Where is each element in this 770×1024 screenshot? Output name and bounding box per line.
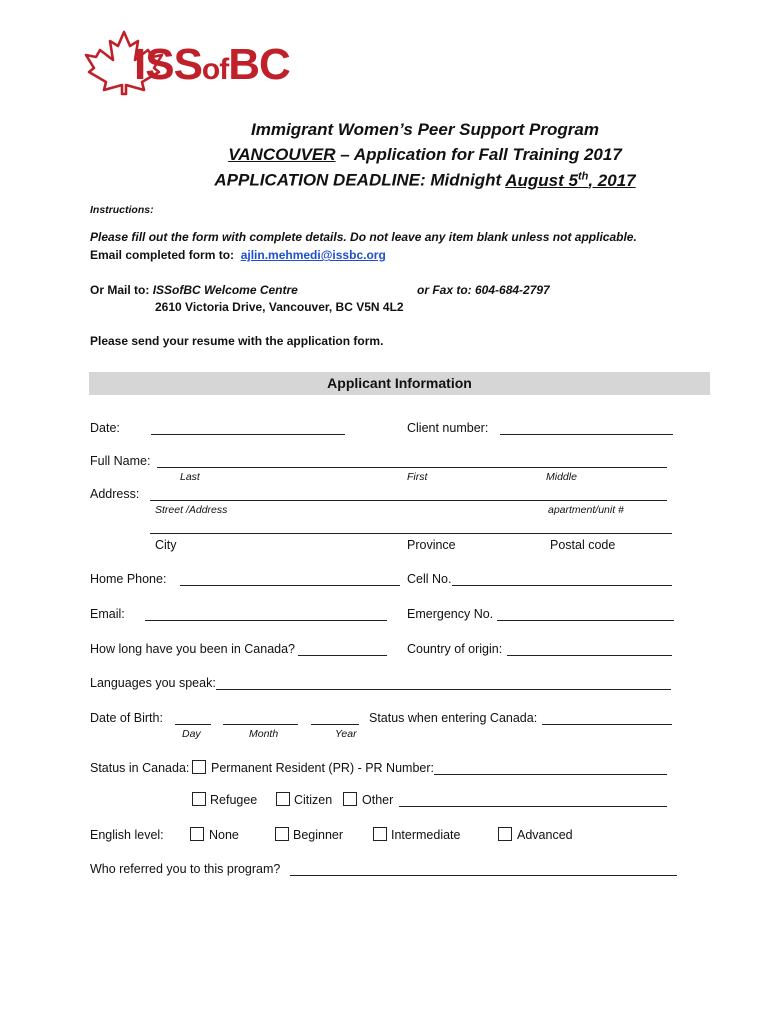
resume-instruction: Please send your resume with the application form. (90, 334, 384, 348)
how-long-field[interactable] (298, 655, 387, 656)
pr-label: Permanent Resident (PR) - PR Number: (211, 761, 434, 775)
english-intermediate-label: Intermediate (391, 828, 461, 842)
english-level-label: English level: (90, 828, 164, 842)
title-line-2 (0, 145, 770, 165)
instructions-label: Instructions: (90, 204, 154, 216)
title-line-2-rest: – Application for Fall Training 2017 (335, 145, 622, 164)
english-beginner-checkbox[interactable] (275, 827, 289, 841)
full-name-field[interactable] (157, 467, 667, 468)
middle-name-caption: Middle (546, 471, 577, 483)
status-entering-label: Status when entering Canada: (369, 711, 538, 725)
city-province-field[interactable] (150, 533, 672, 534)
deadline-prefix: APPLICATION DEADLINE: Midnight (214, 170, 506, 190)
section-header: Applicant Information (89, 372, 710, 395)
citizen-checkbox[interactable] (276, 792, 290, 806)
english-none-label: None (209, 828, 239, 842)
date-field[interactable] (151, 434, 345, 435)
english-intermediate-checkbox[interactable] (373, 827, 387, 841)
languages-label: Languages you speak: (90, 676, 216, 690)
refugee-checkbox[interactable] (192, 792, 206, 806)
full-name-label: Full Name: (90, 454, 151, 468)
english-beginner-label: Beginner (293, 828, 344, 842)
refugee-label: Refugee (210, 793, 258, 807)
date-label: Date: (90, 421, 120, 435)
client-number-label: Client number: (407, 421, 489, 435)
province-caption: Province (407, 538, 456, 552)
other-label: Other (362, 793, 394, 807)
emergency-field[interactable] (497, 620, 674, 621)
country-field[interactable] (507, 655, 672, 656)
home-phone-label: Home Phone: (90, 572, 167, 586)
mail-instruction: Or Mail to: ISSofBC Welcome Centre (90, 283, 298, 297)
referred-label: Who referred you to this program? (90, 862, 281, 876)
dob-month-field[interactable] (223, 724, 298, 725)
emergency-label: Emergency No. (407, 607, 494, 621)
logo (84, 30, 324, 102)
mail-address: 2610 Victoria Drive, Vancouver, BC V5N 4L2 (155, 300, 404, 314)
deadline-date: August 5th, 2017 (505, 170, 636, 190)
home-phone-field[interactable] (180, 585, 400, 586)
email-link[interactable]: ajlin.mehmedi@issbc.org (240, 248, 386, 262)
country-label: Country of origin: (407, 642, 503, 656)
dob-year-caption: Year (335, 728, 357, 740)
other-field[interactable] (399, 806, 667, 807)
logo-iss: ISS (134, 40, 202, 89)
email-instruction: Email completed form to: ajlin.mehmedi@issbc.org (90, 248, 386, 262)
dob-day-field[interactable] (175, 724, 211, 725)
dob-month-caption: Month (249, 728, 279, 740)
email-label: Email: (90, 607, 125, 621)
city-caption: City (155, 538, 177, 552)
cell-field[interactable] (452, 585, 672, 586)
instructions-text: Please fill out the form with complete details. Do not leave any item blank unless not applicable. (90, 230, 637, 244)
logo-of: of (201, 53, 229, 86)
referred-field[interactable] (290, 875, 677, 876)
title-line-1: Immigrant Women’s Peer Support Program (251, 120, 599, 139)
fax-instruction: or Fax to: 604-684-2797 (417, 283, 550, 297)
pr-checkbox[interactable] (192, 760, 206, 774)
status-canada-label: Status in Canada: (90, 761, 190, 775)
address-label: Address: (90, 487, 140, 501)
title-city: VANCOUVER (228, 145, 336, 164)
dob-year-field[interactable] (311, 724, 359, 725)
postal-caption: Postal code (550, 538, 616, 552)
languages-field[interactable] (216, 689, 671, 690)
last-name-caption: Last (180, 471, 200, 483)
title-line-3 (0, 170, 770, 191)
english-none-checkbox[interactable] (190, 827, 204, 841)
how-long-label: How long have you been in Canada? (90, 642, 296, 656)
dob-day-caption: Day (182, 728, 201, 740)
first-name-caption: First (407, 471, 428, 483)
other-checkbox[interactable] (343, 792, 357, 806)
address-field[interactable] (150, 500, 667, 501)
pr-number-field[interactable] (434, 774, 667, 775)
dob-label: Date of Birth: (90, 711, 163, 725)
logo-bc: BC (228, 40, 290, 89)
citizen-label: Citizen (294, 793, 333, 807)
status-entering-field[interactable] (542, 724, 672, 725)
client-number-field[interactable] (500, 434, 673, 435)
cell-label: Cell No. (407, 572, 452, 586)
english-advanced-checkbox[interactable] (498, 827, 512, 841)
email-field[interactable] (145, 620, 387, 621)
street-caption: Street /Address (155, 504, 228, 516)
apartment-caption: apartment/unit # (548, 504, 624, 516)
english-advanced-label: Advanced (517, 828, 573, 842)
